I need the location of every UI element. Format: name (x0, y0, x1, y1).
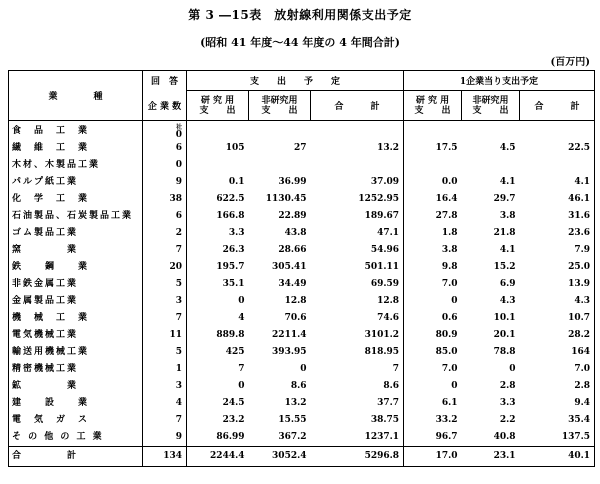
cell-non-research-per-company (462, 157, 520, 174)
cell-total (311, 157, 404, 174)
cell-industry: パルプ紙工業 (12, 177, 79, 187)
cell-non-research-per-company: 4.3 (499, 296, 516, 306)
cell-total-per-company: 22.5 (568, 143, 591, 153)
cell-non-research-per-company: 4.1 (499, 245, 516, 255)
cell-total: 7 (392, 364, 400, 374)
cell-respondents: 3 (143, 378, 187, 395)
cell-research-per-company: 6.1 (404, 395, 462, 412)
cell-non-research-per-company: 4.1 (499, 177, 516, 187)
cell-industry: 合 計 (9, 447, 143, 467)
table-subtitle: (昭和 41 年度～44 年度の 4 年間合計) (200, 36, 400, 49)
cell-research-per-company: 27.8 (404, 208, 462, 225)
cell-total-per-company: 2.8 (574, 381, 591, 391)
cell-total-per-company: 4.1 (574, 177, 591, 187)
cell-respondents: 3 (143, 293, 187, 310)
cell-research: 24.5 (187, 395, 249, 412)
cell-industry: 輸送用機械工業 (12, 347, 90, 357)
cell-research-per-company: 0 (404, 378, 462, 395)
cell-research: 889.8 (187, 327, 249, 344)
cell-industry: そ の 他 の 工 業 (12, 432, 104, 442)
cell-research-per-company: 17.5 (404, 140, 462, 157)
cell-industry: 食 品 工 業 (12, 126, 90, 136)
cell-research-per-company: 1.8 (404, 225, 462, 242)
table-row (9, 310, 595, 327)
cell-total-per-company: 13.9 (568, 279, 591, 289)
cell-research: 4 (187, 310, 249, 327)
cell-total-per-company (520, 157, 595, 174)
cell-respondents: 6 (143, 140, 187, 157)
cell-total: 3101.2 (364, 330, 400, 340)
cell-respondents: 5 (143, 276, 187, 293)
cell-research-per-company: 85.0 (404, 344, 462, 361)
cell-industry: 建 設 業 (12, 398, 90, 408)
cell-total-per-company: 46.1 (568, 194, 591, 204)
cell-non-research-per-company: 3.3 (499, 398, 516, 408)
cell-total-per-company: 28.2 (568, 330, 591, 340)
cell-non-research: 36.99 (278, 177, 307, 187)
cell-non-research-per-company: 2.8 (499, 381, 516, 391)
cell-research-per-company: 17.0 (404, 447, 462, 467)
cell-total: 37.09 (370, 177, 400, 187)
cell-total-per-company: 9.4 (574, 398, 591, 408)
cell-respondents: 1 (143, 361, 187, 378)
cell-industry: 石油製品、石炭製品工業 (12, 211, 134, 221)
cell-industry: 電 気 ガ ス (12, 415, 90, 425)
cell-total-per-company: 164 (571, 347, 591, 357)
cell-industry: 電気機械工業 (12, 330, 79, 340)
cell-total: 818.95 (364, 347, 400, 357)
cell-research-per-company: 7.0 (404, 361, 462, 378)
cell-research: 86.99 (187, 429, 249, 447)
cell-research: 425 (187, 344, 249, 361)
cell-research (187, 157, 249, 174)
cell-non-research-per-company: 3.8 (499, 211, 516, 221)
cell-research-per-company: 0.0 (404, 174, 462, 191)
cell-research-per-company: 33.2 (404, 412, 462, 429)
cell-industry: 鉄 鋼 業 (12, 262, 90, 272)
cell-total: 37.7 (377, 398, 400, 408)
header-spending-plan: 支 出 予 定 (187, 71, 404, 91)
cell-respondents: 2 (143, 225, 187, 242)
cell-total-per-company (520, 121, 595, 141)
header-total-per-company: 合 計 (520, 91, 595, 121)
table-row (9, 259, 595, 276)
cell-respondents: 7 (143, 242, 187, 259)
cell-research: 23.2 (187, 412, 249, 429)
cell-research: 105 (187, 140, 249, 157)
cell-total: 74.6 (377, 313, 400, 323)
cell-research: 2244.4 (187, 447, 249, 467)
header-non-research: 非研究用 支 出 (249, 91, 311, 121)
cell-respondents: 5 (143, 344, 187, 361)
cell-research: 0.1 (187, 174, 249, 191)
cell-research-per-company: 7.0 (404, 276, 462, 293)
header-total: 合 計 (311, 91, 404, 121)
table-row (9, 276, 595, 293)
cell-research: 166.8 (187, 208, 249, 225)
cell-research-per-company: 0 (404, 293, 462, 310)
cell-non-research: 3052.4 (249, 447, 311, 467)
cell-non-research-per-company: 4.5 (499, 143, 516, 153)
cell-non-research (249, 157, 311, 174)
header-respondents-top: 回 答 (143, 71, 187, 91)
cell-respondents: 6 (143, 208, 187, 225)
cell-industry: 化 学 工 業 (12, 194, 90, 204)
cell-total-per-company: 25.0 (568, 262, 591, 272)
cell-total: 12.8 (377, 296, 400, 306)
cell-industry: 機 械 工 業 (12, 313, 90, 323)
cell-respondents: 11 (143, 327, 187, 344)
cell-total: 13.2 (377, 143, 400, 153)
cell-total: 38.75 (370, 415, 400, 425)
cell-total: 8.6 (383, 381, 400, 391)
table-row (9, 429, 595, 447)
table-title: 第 3 ―15表 放射線利用関係支出予定 (188, 8, 412, 22)
cell-non-research: 15.55 (278, 415, 307, 425)
cell-non-research: 28.66 (278, 245, 307, 255)
cell-research: 0 (187, 378, 249, 395)
cell-non-research-per-company: 0 (509, 364, 516, 374)
cell-non-research-per-company: 2.2 (499, 415, 516, 425)
cell-respondents: 4 (143, 395, 187, 412)
cell-non-research-per-company: 21.8 (493, 228, 516, 238)
cell-non-research: 8.6 (290, 381, 307, 391)
header-non-research-per-company: 非研究用 支 出 (462, 91, 520, 121)
cell-non-research-per-company: 6.9 (499, 279, 516, 289)
table-row (9, 327, 595, 344)
cell-industry: 金属製品工業 (12, 296, 79, 306)
cell-research-per-company (404, 157, 462, 174)
table-row (9, 208, 595, 225)
cell-non-research: 2211.4 (272, 330, 307, 340)
cell-respondents: 9 (143, 174, 187, 191)
header-respondents-bottom: 企 業 数 (143, 91, 187, 121)
cell-research-per-company: 9.8 (404, 259, 462, 276)
cell-industry: 窯 業 (12, 245, 79, 255)
table-row (9, 191, 595, 208)
cell-non-research: 43.8 (284, 228, 307, 238)
cell-total-per-company: 4.3 (574, 296, 591, 306)
cell-non-research-per-company: 23.1 (462, 447, 520, 467)
cell-research: 35.1 (187, 276, 249, 293)
table-row (9, 344, 595, 361)
cell-non-research: 367.2 (278, 432, 307, 442)
cell-non-research-per-company: 10.1 (493, 313, 516, 323)
cell-total: 189.67 (364, 211, 400, 221)
cell-research: 195.7 (187, 259, 249, 276)
cell-industry: 繊 維 工 業 (12, 143, 90, 153)
table-row (9, 121, 595, 141)
cell-respondents: 9 (143, 429, 187, 447)
cell-total (311, 121, 404, 141)
cell-non-research-per-company: 29.7 (493, 194, 516, 204)
total-row (9, 447, 595, 467)
cell-non-research (249, 121, 311, 141)
cell-research: 0 (187, 293, 249, 310)
cell-total: 47.1 (377, 228, 400, 238)
cell-total-per-company: 40.1 (520, 447, 595, 467)
cell-non-research: 1130.45 (265, 194, 307, 204)
header-industry: 業 種 (9, 71, 143, 121)
table-row (9, 378, 595, 395)
table-row (9, 361, 595, 378)
cell-respondents: 0 (143, 157, 187, 174)
cell-non-research: 12.8 (284, 296, 307, 306)
cell-respondents: 134 (143, 447, 187, 467)
table-row (9, 157, 595, 174)
cell-non-research: 13.2 (284, 398, 307, 408)
cell-total: 501.11 (364, 262, 400, 272)
spending-table (8, 70, 595, 467)
cell-non-research: 22.89 (278, 211, 307, 221)
cell-non-research: 393.95 (272, 347, 307, 357)
cell-non-research-per-company: 15.2 (493, 262, 516, 272)
cell-research-per-company: 3.8 (404, 242, 462, 259)
cell-total: 1252.95 (358, 194, 400, 204)
cell-total-per-company: 23.6 (568, 228, 591, 238)
cell-non-research: 34.49 (278, 279, 307, 289)
cell-research (187, 121, 249, 141)
cell-total: 69.59 (370, 279, 400, 289)
cell-respondents: 38 (143, 191, 187, 208)
cell-research-per-company (404, 121, 462, 141)
cell-total-per-company: 137.5 (561, 432, 591, 442)
cell-non-research-per-company: 78.8 (493, 347, 516, 357)
cell-non-research-per-company: 20.1 (493, 330, 516, 340)
table-row (9, 174, 595, 191)
cell-research-per-company: 80.9 (404, 327, 462, 344)
cell-industry: ゴム製品工業 (12, 228, 79, 238)
cell-industry: 木材、木製品工業 (12, 160, 101, 170)
cell-industry: 非鉄金属工業 (12, 279, 79, 289)
cell-research: 26.3 (187, 242, 249, 259)
table-row (9, 225, 595, 242)
header-research-per-company: 研 究 用 支 出 (404, 91, 462, 121)
cell-industry: 鉱 業 (12, 381, 79, 391)
cell-total-per-company: 7.0 (574, 364, 591, 374)
cell-respondents: 7 (143, 310, 187, 327)
cell-research-per-company: 96.7 (404, 429, 462, 447)
header-research: 研 究 用 支 出 (187, 91, 249, 121)
table-row (9, 140, 595, 157)
table-row (9, 242, 595, 259)
respondents-unit-note: 社 (175, 123, 182, 131)
cell-non-research: 0 (300, 364, 307, 374)
cell-research: 622.5 (187, 191, 249, 208)
cell-total: 54.96 (370, 245, 400, 255)
cell-industry: 精密機械工業 (12, 364, 79, 374)
cell-total-per-company: 31.6 (568, 211, 591, 221)
table-row (9, 412, 595, 429)
cell-non-research: 305.41 (272, 262, 307, 272)
cell-total-per-company: 35.4 (568, 415, 591, 425)
header-per-company: 1企業当り支出予定 (404, 71, 595, 91)
unit-label: (百万円) (550, 57, 590, 68)
cell-research: 7 (187, 361, 249, 378)
cell-respondents: 社 0 (143, 121, 187, 141)
table-row (9, 293, 595, 310)
cell-respondents: 7 (143, 412, 187, 429)
cell-total-per-company: 10.7 (568, 313, 591, 323)
cell-research-per-company: 0.6 (404, 310, 462, 327)
cell-research-per-company: 16.4 (404, 191, 462, 208)
cell-respondents: 20 (143, 259, 187, 276)
cell-total-per-company: 7.9 (574, 245, 591, 255)
cell-non-research-per-company (462, 121, 520, 141)
cell-non-research-per-company: 40.8 (493, 432, 516, 442)
cell-total: 1237.1 (364, 432, 400, 442)
cell-non-research: 70.6 (284, 313, 307, 323)
cell-total: 5296.8 (311, 447, 404, 467)
table-row (9, 395, 595, 412)
cell-research: 3.3 (187, 225, 249, 242)
cell-non-research: 27 (293, 143, 307, 153)
